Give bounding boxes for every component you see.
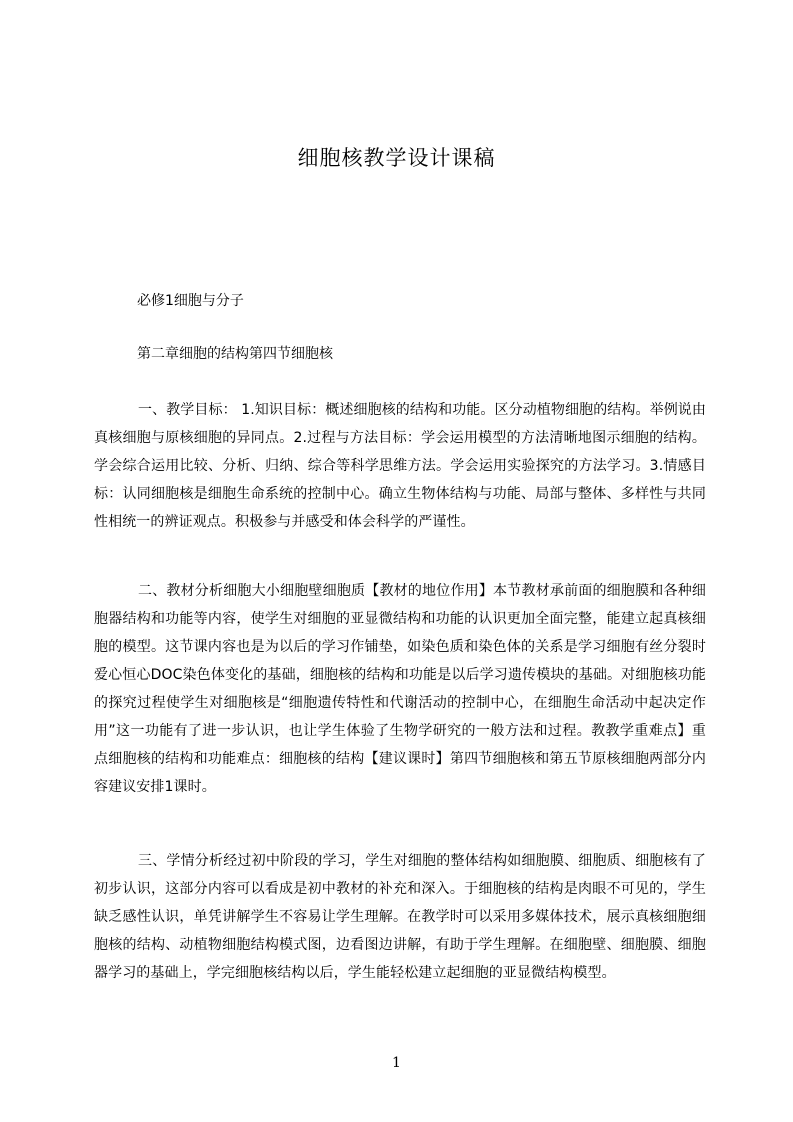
module-line: 必修1细胞与分子 — [137, 293, 244, 309]
chapter-line: 第二章细胞的结构第四节细胞核 — [137, 346, 333, 362]
section-teaching-objectives: 一、教学目标： 1.知识目标：概述细胞核的结构和功能。区分动植物细胞的结构。举例说由真核细胞与原核细胞的异同点。2.过程与方法目标：学会运用模型的方法清晰地图示细胞的结构。学会综合运用比较、分析、归纳、综合等科学思维方法。学会运用实验探究的方法学习。3.情感目标：认同细胞核是细胞生命系统的控制中心。确立生物体结构与功能、局部与整体、多样性与共同性相统一的辨证观点。积极参与并感受和体会科学的严谨性。 — [94, 402, 707, 530]
section-student-analysis: 三、学情分析经过初中阶段的学习，学生对细胞的整体结构如细胞膜、细胞质、细胞核有了初步认识，这部分内容可以看成是初中教材的补充和深入。于细胞核的结构是肉眼不可见的，学生缺乏感性认识，单凭讲解学生不容易让学生理解。在教学时可以采用多媒体技术，展示真核细胞细胞核的结构、动植物细胞结构模式图，边看图边讲解，有助于学生理解。在细胞壁、细胞膜、细胞器学习的基础上，学完细胞核结构以后，学生能轻松建立起细胞的亚显微结构模型。 — [94, 853, 706, 981]
page-number: 1 — [392, 1055, 401, 1071]
section-textbook-analysis: 二、教材分析细胞大小细胞壁细胞质【教材的地位作用】本节教材承前面的细胞膜和各种细胞器结构和功能等内容，使学生对细胞的亚显微结构和功能的认识更加全面完整，能建立起真核细胞的模型。这节课内容也是为以后的学习作铺垫，如染色质和染色体的关系是学习细胞有丝分裂时爱心恒心DOC染色体变化的基础，细胞核的结构和功能是以后学习遗传模块的基础。对细胞核功能的探究过程使学生对细胞核是“细胞遗传特性和代谢活动的控制中心，在细胞生命活动中起决定作用”这一功能有了进一步认识，也让学生体验了生物学研究的一般方法和过程。教教学重难点】重点细胞核的结构和功能难点：细胞核的结构【建议课时】第四节细胞核和第五节原核细胞两部分内容建议安排1课时。 — [94, 583, 706, 795]
document-title: 细胞核教学设计课稿 — [297, 146, 496, 170]
